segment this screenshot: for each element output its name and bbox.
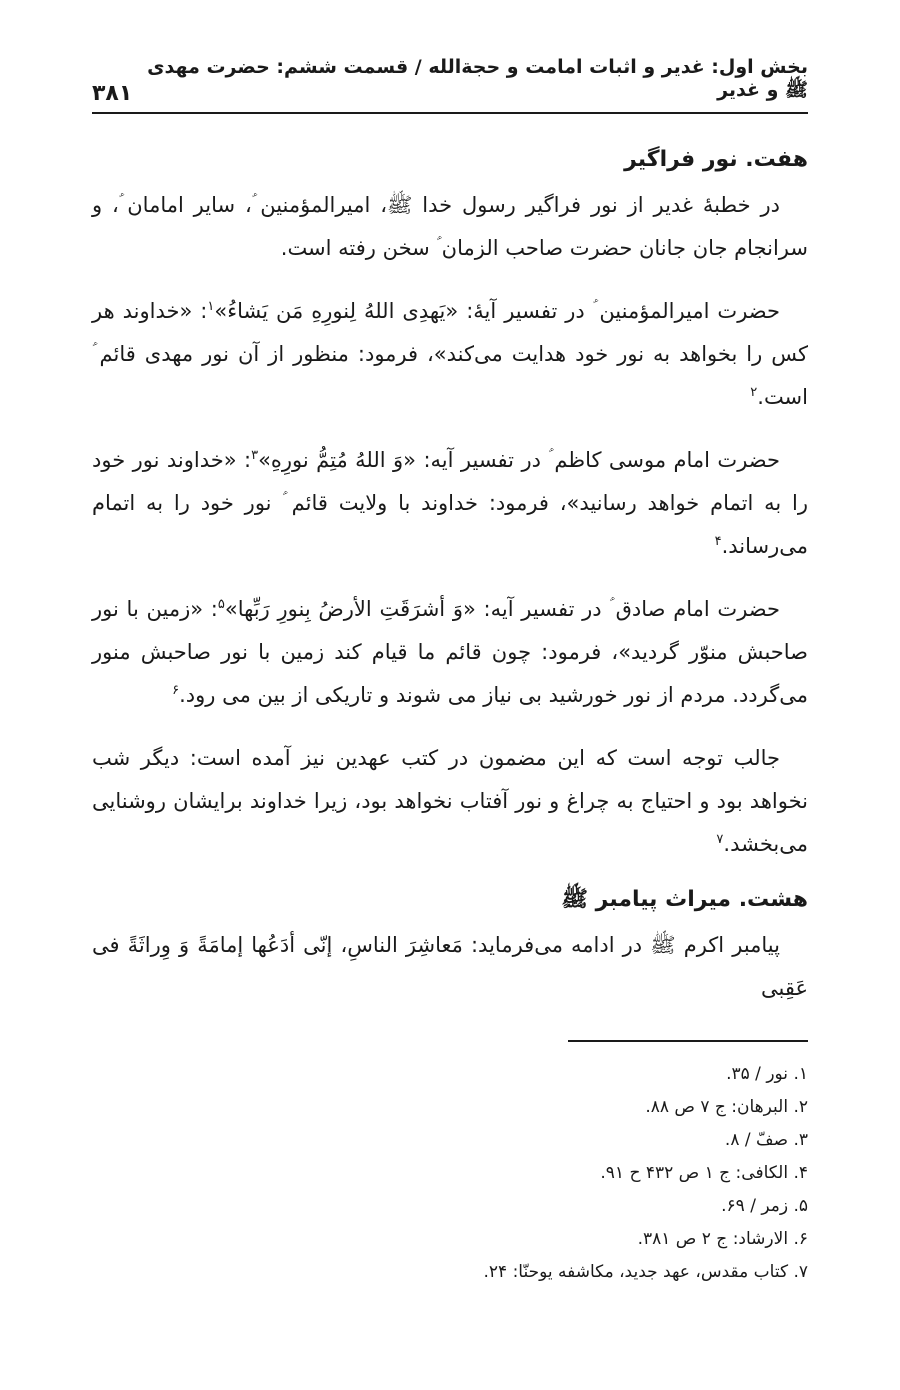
section-eight-title: هشت. میراث پیامبر ﷺ [561,887,808,912]
section-seven-title: هفت. نور فراگیر [624,147,808,172]
footnote-1: ۱. نور / ۳۵. [726,1064,808,1084]
paragraph-2 [92,290,808,419]
footnote-ref-2: ۲ [750,385,758,400]
paragraph-4 [92,588,808,717]
footnote-ref-7: ۷ [716,832,724,847]
footnote-4: ۴. الکافی: ج ۱ ص ۴۳۲ ح ۹۱. [600,1163,808,1183]
page-number: ۳۸۱ [92,81,133,106]
header-title: بخش اول: غدیر و اثبات امامت و حجةالله / قسمت ششم: حضرت مهدی ﷺ و غدیر [147,56,808,101]
paragraph-4-text: حضرت امام صادق ؑ در تفسیر آیه: «وَ أشرَقَتِ الأرضُ بِنورِ رَبِّها» [224,597,780,621]
footnote-ref-3: ۳ [251,448,259,463]
footnote-ref-6: ۶ [172,683,180,698]
paragraph-6: پیامبر اکرم ﷺ در ادامه می‌فرماید: مَعاشِرَ الناسِ، إنّی أدَعُها إمامَةً وَ وِراثَةً فی عَقِبی [92,933,808,1000]
paragraph-3-cont: : «خداوند نور خود را به اتمام خواهد رسانید»، فرمود: خداوند با ولایت قائم ؑ نور خود را به اتمام می‌رساند. [92,448,808,558]
paragraph-1: در خطبهٔ غدیر از نور فراگیر رسول خدا ﷺ، امیرالمؤمنین ؑ، سایر امامان ؑ، و سرانجام جان جانان حضرت صاحب الزمان ؑ سخن رفته است. [92,193,808,260]
running-header [92,56,808,114]
paragraph-5-text: جالب توجه است که این مضمون در کتب عهدین نیز آمده است: دیگر شب نخواهد بود و احتیاج به چراغ و نور آفتاب نخواهد بود، زیرا خداوند برایشان روشنایی می‌بخشد. [92,746,808,856]
footnote-6: ۶. الارشاد: ج ۲ ص ۳۸۱. [637,1229,808,1249]
main-text [92,140,808,1030]
paragraph-5 [92,737,808,866]
footnote-ref-1: ۱ [207,299,215,314]
paragraph-3-text: حضرت امام موسی کاظم ؑ در تفسیر آیه: «وَ اللهُ مُتِمُّ نورِهِ» [258,448,780,472]
footnote-ref-4: ۴ [714,534,722,549]
footnote-2: ۲. البرهان: ج ۷ ص ۸۸. [645,1097,808,1117]
paragraph-2-cont: : «خداوند هر کس را بخواهد به نور خود هدایت می‌کند»، فرمود: منظور از آن نور مهدی قائم ؑ است. [92,299,808,409]
footnote-5: ۵. زمر / ۶۹. [721,1196,808,1216]
footnote-divider [568,1040,808,1042]
footnote-3: ۳. صفّ / ۸. [724,1130,808,1150]
paragraph-4-cont: : «زمین با نور صاحبش منوّر گردید»، فرمود: چون قائم ما قیام کند زمین با نور صاحبش منور می‌گردد. مردم از نور خورشید بی نیاز می شوند و تاریکی از بین می رود. [92,597,808,707]
paragraph-2-text: حضرت امیرالمؤمنین ؑ در تفسیر آیهٔ: «یَهدِی اللهُ لِنورِهِ مَن یَشاءُ» [214,299,780,323]
paragraph-3 [92,439,808,568]
footnote-7: ۷. کتاب مقدس، عهد جدید، مکاشفه یوحنّا: ۲۴. [483,1262,808,1282]
footnote-ref-5: ۵ [217,597,225,612]
footnotes-list [92,1058,808,1289]
